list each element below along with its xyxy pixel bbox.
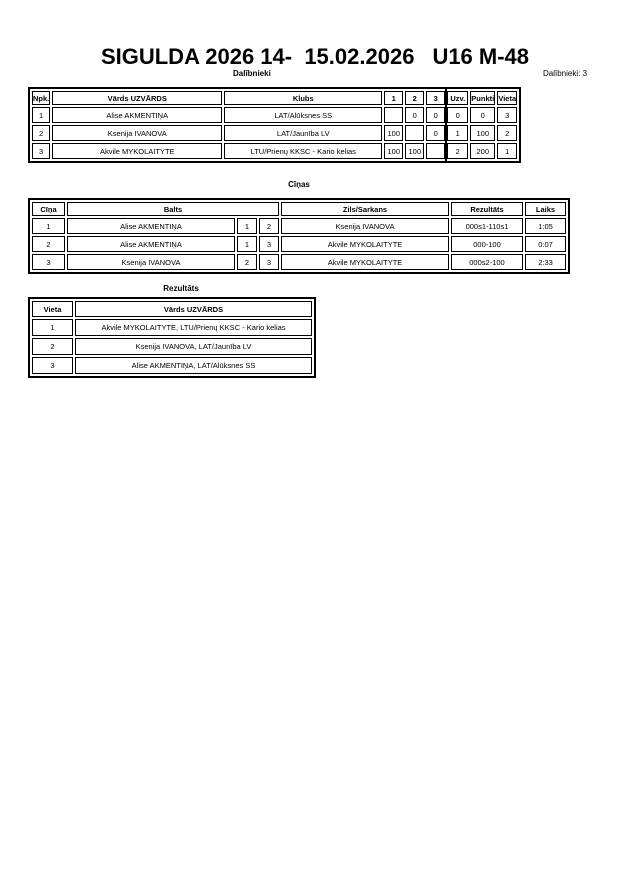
cell-white-name: Alise AKMENTIŅA [67,236,235,252]
cell-blue-name: Akvile MYKOLAITYTE [281,236,449,252]
results-table-wrap [28,297,316,378]
col-wins: Uzv. [447,91,468,105]
cell-club: LTU/Prienų KKSC - Kario kelias [224,143,382,159]
cell-result: 000s2-100 [451,254,523,270]
results-table [28,297,316,378]
cell-club: LAT/Jaunība LV [224,125,382,141]
cell-white-name: Alise AKMENTIŅA [67,218,235,234]
col-fight: Cīņa [32,202,65,216]
col-result: Rezultāts [451,202,523,216]
cell-result: 000-100 [451,236,523,252]
cell-name: Akvile MYKOLAITYTE [52,143,222,159]
table-row [32,357,312,374]
cell-place: 3 [32,357,73,374]
cell-points: 0 [470,107,495,123]
cell-name: Ksenija IVANOVA [52,125,222,141]
cell-fight-no: 1 [32,218,65,234]
fights-table-wrap [28,198,570,274]
col-name: Vārds UZVĀRDS [52,91,222,105]
cell-blue-name: Ksenija IVANOVA [281,218,449,234]
participants-count: Dalībnieki: 3 [543,69,588,78]
participants-table [28,87,521,163]
col-npk: Npk. [32,91,50,105]
page-title [0,46,630,68]
cell-name: Ksenija IVANOVA, LAT/Jaunība LV [75,338,312,355]
fights-heading: Cīņas [288,180,310,189]
cell-white-no: 2 [237,254,257,270]
cell-vs2: 100 [405,143,424,159]
cell-points: 200 [470,143,495,159]
cell-wins: 0 [447,107,468,123]
table-row [32,338,312,355]
cell-place: 2 [497,125,517,141]
table-row [32,218,566,234]
cell-time: 0:07 [525,236,566,252]
col-place: Vieta [32,301,73,317]
cell-wins: 2 [447,143,468,159]
results-header-row [32,301,312,317]
cell-place: 2 [32,338,73,355]
col-time: Laiks [525,202,566,216]
cell-vs1 [384,107,403,123]
cell-time: 2:33 [525,254,566,270]
fights-table [28,198,570,274]
participants-heading: Dalībnieki [233,69,271,78]
cell-vs2: 0 [405,107,424,123]
col-opp2: 2 [405,91,424,105]
cell-fight-no: 3 [32,254,65,270]
cell-blue-no: 3 [259,254,279,270]
participants-table-wrap [28,87,521,163]
cell-time: 1:05 [525,218,566,234]
col-white: Balts [67,202,279,216]
cell-blue-name: Akvile MYKOLAITYTE [281,254,449,270]
cell-blue-no: 2 [259,218,279,234]
col-points: Punkti [470,91,495,105]
table-row [32,254,566,270]
cell-vs1: 100 [384,143,403,159]
cell-wins: 1 [447,125,468,141]
cell-white-no: 1 [237,218,257,234]
cell-blue-no: 3 [259,236,279,252]
page-title-category: U16 M-48 [432,44,530,69]
cell-vs3 [426,143,445,159]
cell-place: 1 [497,143,517,159]
cell-result: 000s1-110s1 [451,218,523,234]
fights-header-row [32,202,566,216]
cell-name: Alise AKMENTIŅA [52,107,222,123]
cell-name: Akvile MYKOLAITYTE, LTU/Prienų KKSC - Kario kelias [75,319,312,336]
cell-vs1: 100 [384,125,403,141]
table-row [32,236,566,252]
col-opp3: 3 [426,91,445,105]
cell-npk: 2 [32,125,50,141]
cell-club: LAT/Alūksnes SS [224,107,382,123]
wins-group-divider [445,87,447,163]
cell-fight-no: 2 [32,236,65,252]
col-blue: Zils/Sarkans [281,202,449,216]
cell-white-name: Ksenija IVANOVA [67,254,235,270]
cell-place: 3 [497,107,517,123]
cell-vs2 [405,125,424,141]
cell-points: 100 [470,125,495,141]
col-place: Vieta [497,91,517,105]
cell-place: 1 [32,319,73,336]
cell-vs3: 0 [426,107,445,123]
col-opp1: 1 [384,91,403,105]
table-row [32,319,312,336]
results-heading: Rezultāts [163,284,199,293]
cell-name: Alise AKMENTIŅA, LAT/Alūksnes SS [75,357,312,374]
cell-vs3: 0 [426,125,445,141]
cell-npk: 3 [32,143,50,159]
page-title-event: SIGULDA 2026 14- 15.02.2026 [100,44,415,69]
col-name: Vārds UZVĀRDS [75,301,312,317]
cell-npk: 1 [32,107,50,123]
cell-white-no: 1 [237,236,257,252]
col-club: Klubs [224,91,382,105]
